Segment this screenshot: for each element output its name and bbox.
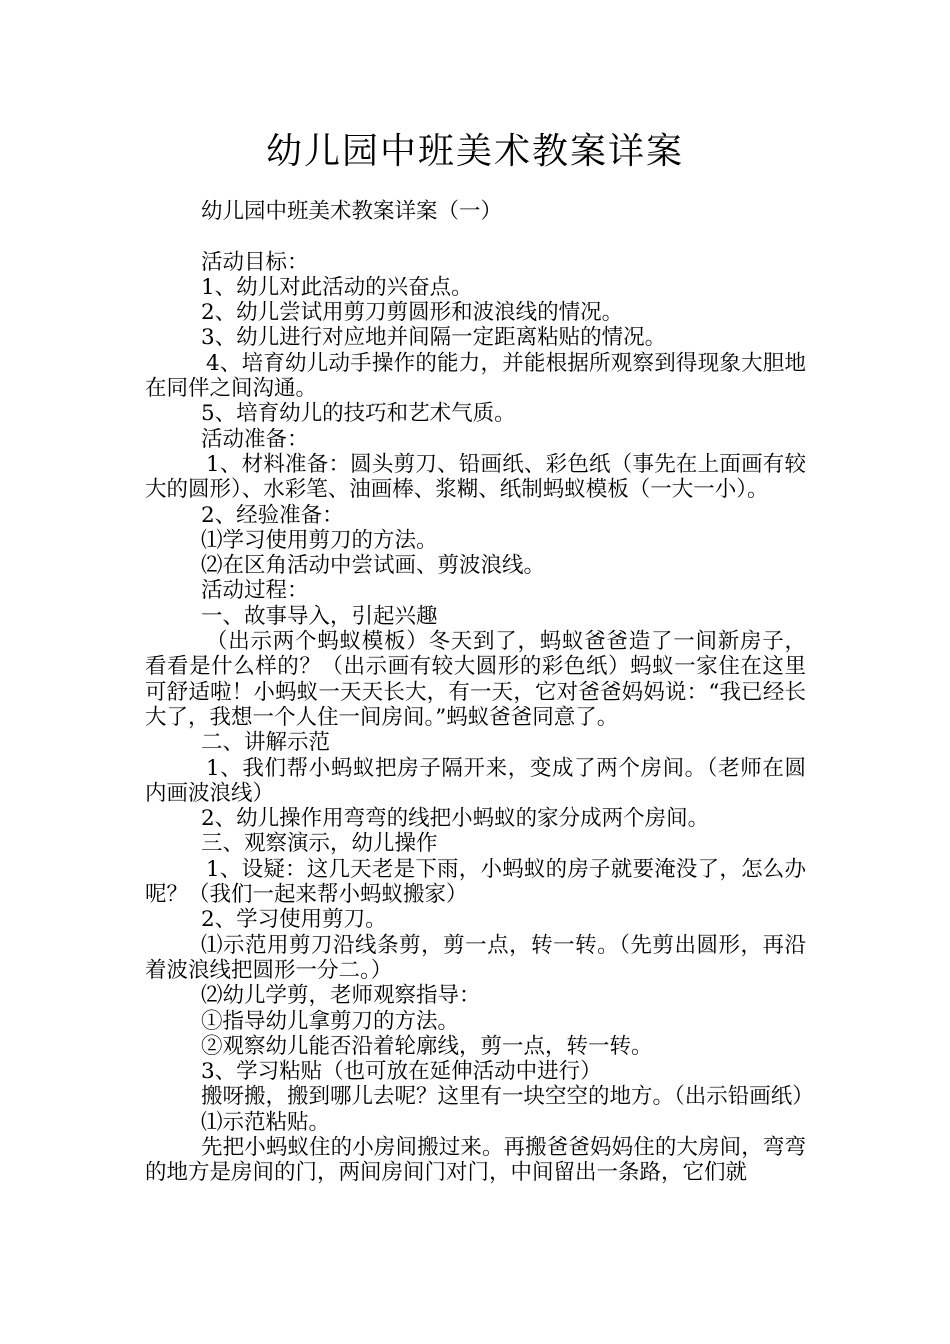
paragraph: 一、故事导入，引起兴趣 (201, 603, 438, 629)
paragraph: 2、幼儿操作用弯弯的线把小蚂蚁的家分成两个房间。 (201, 806, 710, 832)
document-body (145, 199, 814, 1186)
paragraph: 先把小蚂蚁住的小房间搬过来。再搬爸爸妈妈住的大房间，弯弯的地方是房间的门，两间房间门对门，中间留出一条路，它们就 (145, 1134, 806, 1186)
paragraph: 2、幼儿尝试用剪刀剪圆形和波浪线的情况。 (201, 300, 624, 326)
paragraph: 1、幼儿对此活动的兴奋点。 (201, 274, 473, 300)
paragraph: ①指导幼儿拿剪刀的方法。 (201, 1008, 460, 1034)
document-title: 幼儿园中班美术教案详案 (265, 131, 684, 172)
paragraph: ②观察幼儿能否沿着轮廓线，剪一点，转一转。 (201, 1033, 653, 1059)
paragraph: （出示两个蚂蚁模板）冬天到了，蚂蚁爸爸造了一间新房子，看看是什么样的？（出示画有较大圆形的彩色纸）蚂蚁一家住在这里可舒适啦！小蚂蚁一天天长大，有一天，它对爸爸妈妈说：“我已经长大了，我想一个人住一间房间。”蚂蚁爸爸同意了。 (145, 629, 806, 730)
paragraph: 2、经验准备： (201, 502, 344, 528)
paragraph: 1、设疑：这几天老是下雨，小蚂蚁的房子就要淹没了，怎么办呢？（我们一起来帮小蚂蚁搬家） (145, 856, 806, 908)
paragraph: 1、我们帮小蚂蚁把房子隔开来，变成了两个房间。（老师在圆内画波浪线） (145, 755, 806, 806)
paragraph: ⑵在区角活动中尝试画、剪波浪线。 (201, 553, 546, 579)
section-subtitle: 幼儿园中班美术教案详案（一） (201, 199, 503, 224)
paragraph: 二、讲解示范 (201, 730, 331, 756)
blank-line (145, 224, 806, 249)
paragraph: 3、幼儿进行对应地并间隔一定距离粘贴的情况。 (201, 325, 667, 351)
paragraph: 2、学习使用剪刀。 (201, 907, 387, 933)
paragraph: ⑴示范用剪刀沿线条剪，剪一点，转一转。（先剪出圆形，再沿着波浪线把圆形一分二。） (145, 932, 806, 983)
paragraph-list (145, 249, 814, 1186)
paragraph: ⑴学习使用剪刀的方法。 (201, 527, 438, 553)
paragraph: 活动目标： (201, 249, 309, 275)
paragraph: 5、培育幼儿的技巧和艺术气质。 (201, 401, 516, 427)
paragraph: 三、观察演示，幼儿操作 (201, 831, 438, 857)
paragraph: 3、学习粘贴（也可放在延伸活动中进行） (201, 1059, 602, 1085)
paragraph: 活动准备： (201, 426, 309, 452)
paragraph: 活动过程： (201, 578, 309, 604)
paragraph: ⑴示范粘贴。 (201, 1109, 331, 1135)
paragraph: ⑵幼儿学剪，老师观察指导： (201, 983, 481, 1009)
paragraph: 搬呀搬，搬到哪儿去呢？这里有一块空空的地方。（出示铅画纸） (201, 1084, 814, 1110)
paragraph: 1、材料准备：圆头剪刀、铅画纸、彩色纸（事先在上面画有较大的圆形）、水彩笔、油画棒、浆糊、纸制蚂蚁模板（一大一小）。 (145, 451, 806, 503)
paragraph: 4、培育幼儿动手操作的能力，并能根据所观察到得现象大胆地在同伴之间沟通。 (145, 350, 806, 402)
